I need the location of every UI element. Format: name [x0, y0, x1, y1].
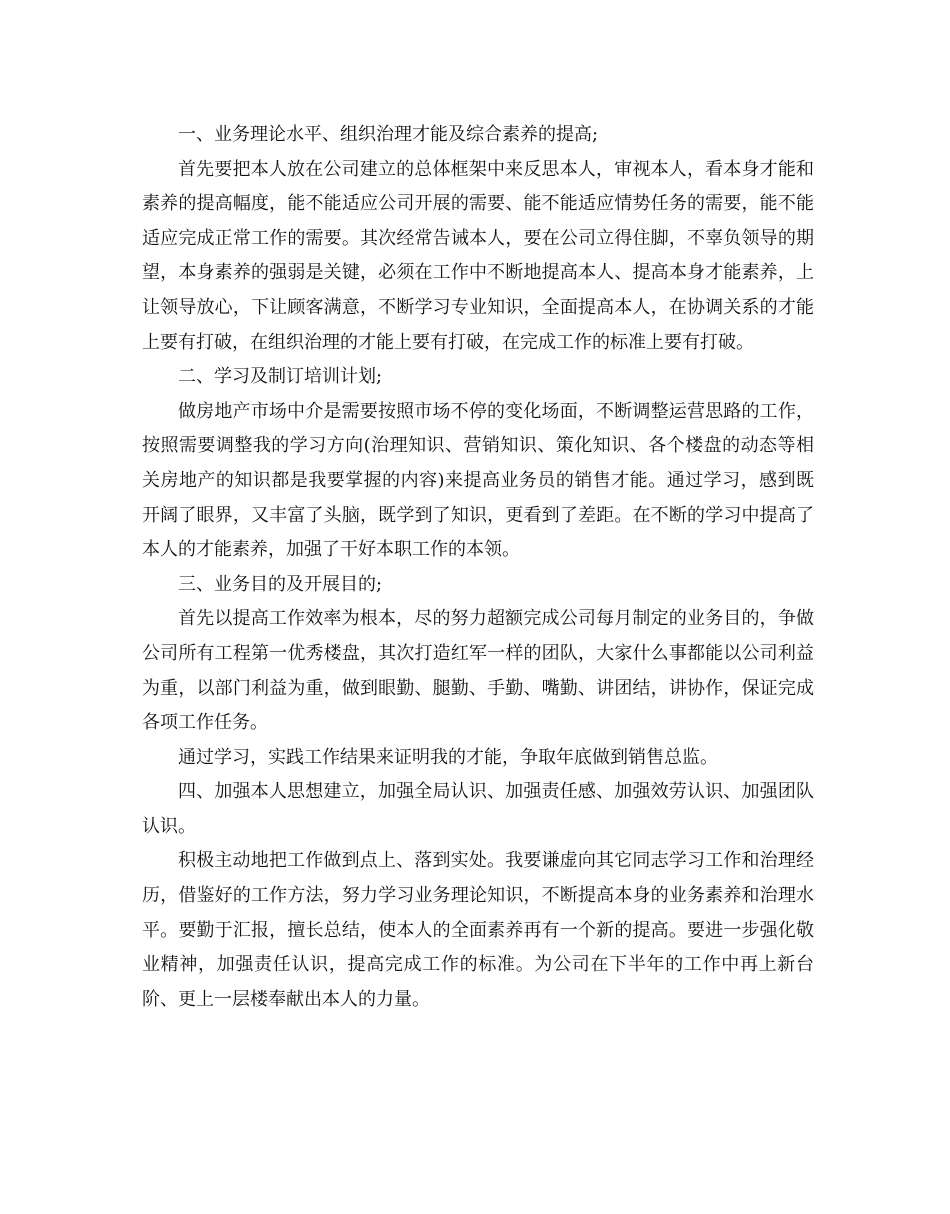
document-body — [142, 118, 814, 1017]
paragraph-1: 首先要把本人放在公司建立的总体框架中来反思本人，审视本人，看本身才能和素养的提高幅度，能不能适应公司开展的需要、能不能适应情势任务的需要，能不能适应完成正常工作的需要。其次经常告诫本人，要在公司立得住脚，不辜负领导的期望，本身素养的强弱是关键，必须在工作中不断地提高本人、提高本身才能素养，上让领导放心，下让顾客满意，不断学习专业知识，全面提高本人，在协调关系的才能上要有打破，在组织治理的才能上要有打破，在完成工作的标准上要有打破。 — [142, 158, 814, 353]
paragraph-4: 通过学习，实践工作结果来证明我的才能，争取年底做到销售总监。 — [178, 746, 718, 768]
heading-4: 四、加强本人思想建立，加强全局认识、加强责任感、加强效劳认识、加强团队认识。 — [142, 781, 814, 837]
heading-3: 三、业务目的及开展目的; — [178, 573, 383, 595]
paragraph-5: 积极主动地把工作做到点上、落到实处。我要谦虚向其它同志学习工作和治理经历，借鉴好的工作方法，努力学习业务理论知识，不断提高本身的业务素养和治理水平。要勤于汇报，擅长总结，使本人的全面素养再有一个新的提高。要进一步强化敬业精神，加强责任认识，提高完成工作的标准。为公司在下半年的工作中再上新台阶、更上一层楼奉献出本人的力量。 — [142, 850, 814, 1010]
heading-1: 一、业务理论水平、组织治理才能及综合素养的提高; — [178, 124, 599, 145]
paragraph-2: 做房地产市场中介是需要按照市场不停的变化场面，不断调整运营思路的工作，按照需要调整我的学习方向(治理知识、营销知识、策化知识、各个楼盘的动态等相关房地产的知识都是我要掌握的内容)来提高业务员的销售才能。通过学习，感到既开阔了眼界，又丰富了头脑，既学到了知识，更看到了差距。在不断的学习中提高了本人的才能素养，加强了干好本职工作的本领。 — [142, 400, 814, 561]
heading-2: 二、学习及制订培训计划; — [178, 366, 383, 388]
paragraph-3: 首先以提高工作效率为根本，尽的努力超额完成公司每月制定的业务目的，争做公司所有工程第一优秀楼盘，其次打造红军一样的团队，大家什么事都能以公司利益为重，以部门利益为重，做到眼勤、腿勤、手勤、嘴勤、讲团结，讲协作，保证完成各项工作任务。 — [142, 608, 814, 734]
